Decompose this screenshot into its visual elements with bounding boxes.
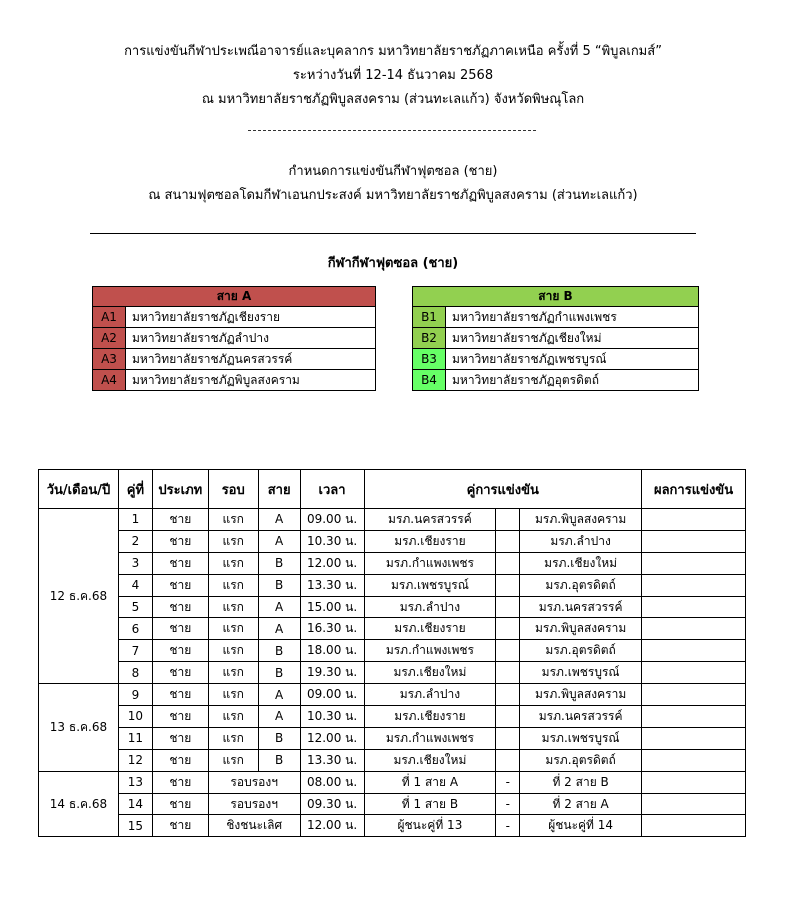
team-row <box>93 370 376 391</box>
match-round: แรก <box>208 574 258 596</box>
match-type: ชาย <box>152 552 208 574</box>
team-row <box>413 370 699 391</box>
team-name: มหาวิทยาลัยราชภัฏเชียงใหม่ <box>446 328 699 349</box>
versus-separator <box>496 640 520 662</box>
home-team: ที่ 1 สาย A <box>364 771 496 793</box>
match-result <box>642 727 746 749</box>
match-round: แรก <box>208 509 258 531</box>
team-code: A4 <box>93 370 126 391</box>
doc-title: การแข่งขันกีฬาประเพณีอาจารย์และบุคลากร มหาวิทยาลัยราชภัฏภาคเหนือ ครั้งที่ 5 “พิบูลเกมส์” <box>124 44 662 59</box>
match-group: B <box>258 552 300 574</box>
away-team: มรภ.พิบูลสงคราม <box>520 684 642 706</box>
versus-separator <box>496 574 520 596</box>
match-time: 15.00 น. <box>300 596 364 618</box>
match-time: 19.30 น. <box>300 662 364 684</box>
versus-separator <box>496 509 520 531</box>
match-result <box>642 793 746 815</box>
match-result <box>642 530 746 552</box>
match-number: 4 <box>118 574 152 596</box>
away-team: มรภ.เพชรบูรณ์ <box>520 662 642 684</box>
match-type: ชาย <box>152 618 208 640</box>
match-round: รอบรองฯ <box>208 793 300 815</box>
versus-separator <box>496 618 520 640</box>
match-time: 09.00 น. <box>300 509 364 531</box>
home-team: มรภ.ลำปาง <box>364 684 496 706</box>
match-type: ชาย <box>152 749 208 771</box>
match-round: ชิงชนะเลิศ <box>208 815 300 837</box>
col-type: ประเภท <box>152 470 208 509</box>
versus-separator <box>496 684 520 706</box>
team-name: มหาวิทยาลัยราชภัฏลำปาง <box>126 328 376 349</box>
match-time: 16.30 น. <box>300 618 364 640</box>
match-group: A <box>258 530 300 552</box>
col-time: เวลา <box>300 470 364 509</box>
doc-date-range: ระหว่างวันที่ 12-14 ธันวาคม 2568 <box>292 68 494 83</box>
versus-separator <box>496 530 520 552</box>
match-type: ชาย <box>152 574 208 596</box>
home-team: มรภ.กำแพงเพชร <box>364 552 496 574</box>
home-team: มรภ.นครสวรรค์ <box>364 509 496 531</box>
table-row <box>39 749 746 771</box>
col-group: สาย <box>258 470 300 509</box>
away-team: มรภ.เชียงใหม่ <box>520 552 642 574</box>
match-number: 11 <box>118 727 152 749</box>
versus-separator <box>496 662 520 684</box>
match-time: 13.30 น. <box>300 574 364 596</box>
match-group: A <box>258 596 300 618</box>
team-code: B2 <box>413 328 446 349</box>
match-type: ชาย <box>152 596 208 618</box>
home-team: มรภ.กำแพงเพชร <box>364 640 496 662</box>
team-row <box>93 307 376 328</box>
match-type: ชาย <box>152 684 208 706</box>
match-round: แรก <box>208 596 258 618</box>
match-time: 12.00 น. <box>300 727 364 749</box>
versus-separator <box>496 706 520 728</box>
match-type: ชาย <box>152 771 208 793</box>
match-number: 12 <box>118 749 152 771</box>
group-a-table <box>92 286 376 391</box>
dotted-divider <box>248 130 536 131</box>
table-row <box>39 684 746 706</box>
match-group: B <box>258 640 300 662</box>
team-row <box>413 328 699 349</box>
table-row <box>39 640 746 662</box>
away-team: มรภ.เพชรบูรณ์ <box>520 727 642 749</box>
schedule-table <box>38 469 746 837</box>
match-group: B <box>258 662 300 684</box>
match-group: B <box>258 749 300 771</box>
away-team: มรภ.อุตรดิตถ์ <box>520 574 642 596</box>
match-group: A <box>258 509 300 531</box>
away-team: มรภ.พิบูลสงคราม <box>520 618 642 640</box>
away-team: มรภ.พิบูลสงคราม <box>520 509 642 531</box>
home-team: มรภ.เชียงราย <box>364 530 496 552</box>
match-type: ชาย <box>152 793 208 815</box>
table-row <box>39 618 746 640</box>
match-round: แรก <box>208 640 258 662</box>
versus-separator <box>496 749 520 771</box>
group-b-title: สาย B <box>413 287 699 307</box>
away-team: มรภ.ลำปาง <box>520 530 642 552</box>
match-result <box>642 662 746 684</box>
home-team: มรภ.เพชรบูรณ์ <box>364 574 496 596</box>
col-date: วัน/เดือน/ปี <box>39 470 119 509</box>
match-result <box>642 815 746 837</box>
match-number: 15 <box>118 815 152 837</box>
home-team: มรภ.เชียงราย <box>364 618 496 640</box>
match-number: 2 <box>118 530 152 552</box>
horizontal-rule <box>90 233 696 234</box>
match-result <box>642 640 746 662</box>
home-team: มรภ.กำแพงเพชร <box>364 727 496 749</box>
col-matchup: คู่การแข่งขัน <box>364 470 642 509</box>
versus-separator <box>496 596 520 618</box>
table-row <box>39 509 746 531</box>
team-code: B4 <box>413 370 446 391</box>
section-subtitle: กีฬากีฬาฟุตซอล (ชาย) <box>327 256 459 271</box>
match-round: แรก <box>208 662 258 684</box>
match-time: 10.30 น. <box>300 706 364 728</box>
team-name: มหาวิทยาลัยราชภัฏเพชรบูรณ์ <box>446 349 699 370</box>
away-team: ผู้ชนะคู่ที่ 14 <box>520 815 642 837</box>
match-round: รอบรองฯ <box>208 771 300 793</box>
match-result <box>642 706 746 728</box>
col-round: รอบ <box>208 470 258 509</box>
match-number: 8 <box>118 662 152 684</box>
table-row <box>39 662 746 684</box>
team-row <box>413 307 699 328</box>
match-number: 9 <box>118 684 152 706</box>
home-team: มรภ.เชียงราย <box>364 706 496 728</box>
team-row <box>93 349 376 370</box>
match-time: 13.30 น. <box>300 749 364 771</box>
team-code: A1 <box>93 307 126 328</box>
versus-separator <box>496 552 520 574</box>
team-row <box>413 349 699 370</box>
match-type: ชาย <box>152 706 208 728</box>
match-result <box>642 552 746 574</box>
match-round: แรก <box>208 618 258 640</box>
schedule-title: กำหนดการแข่งขันกีฬาฟุตซอล (ชาย) <box>288 164 498 179</box>
match-group: A <box>258 684 300 706</box>
match-number: 3 <box>118 552 152 574</box>
match-number: 10 <box>118 706 152 728</box>
team-code: B1 <box>413 307 446 328</box>
col-match-no: คู่ที่ <box>118 470 152 509</box>
away-team: มรภ.นครสวรรค์ <box>520 596 642 618</box>
table-row <box>39 574 746 596</box>
match-round: แรก <box>208 727 258 749</box>
match-result <box>642 509 746 531</box>
away-team: มรภ.อุตรดิตถ์ <box>520 640 642 662</box>
doc-venue: ณ มหาวิทยาลัยราชภัฏพิบูลสงคราม (ส่วนทะเลแก้ว) จังหวัดพิษณุโลก <box>201 92 585 107</box>
team-row <box>93 328 376 349</box>
schedule-header-row <box>39 470 746 509</box>
match-result <box>642 618 746 640</box>
match-round: แรก <box>208 530 258 552</box>
match-number: 13 <box>118 771 152 793</box>
match-number: 6 <box>118 618 152 640</box>
match-result <box>642 596 746 618</box>
versus-separator: - <box>496 815 520 837</box>
match-round: แรก <box>208 706 258 728</box>
match-group: A <box>258 706 300 728</box>
match-time: 09.30 น. <box>300 793 364 815</box>
match-round: แรก <box>208 749 258 771</box>
match-time: 12.00 น. <box>300 552 364 574</box>
table-row <box>39 596 746 618</box>
team-code: A2 <box>93 328 126 349</box>
match-time: 18.00 น. <box>300 640 364 662</box>
match-number: 14 <box>118 793 152 815</box>
schedule-venue: ณ สนามฟุตซอลโดมกีฬาเอนกประสงค์ มหาวิทยาลัยราชภัฏพิบูลสงคราม (ส่วนทะเลแก้ว) <box>148 188 638 203</box>
home-team: มรภ.เชียงใหม่ <box>364 662 496 684</box>
home-team: มรภ.เชียงใหม่ <box>364 749 496 771</box>
match-type: ชาย <box>152 727 208 749</box>
team-code: A3 <box>93 349 126 370</box>
away-team: ที่ 2 สาย B <box>520 771 642 793</box>
match-round: แรก <box>208 552 258 574</box>
table-row <box>39 706 746 728</box>
match-time: 10.30 น. <box>300 530 364 552</box>
match-date: 12 ธ.ค.68 <box>39 509 119 684</box>
table-row <box>39 727 746 749</box>
match-group: A <box>258 618 300 640</box>
match-time: 08.00 น. <box>300 771 364 793</box>
team-name: มหาวิทยาลัยราชภัฏอุตรดิตถ์ <box>446 370 699 391</box>
match-group: B <box>258 727 300 749</box>
table-row <box>39 771 746 793</box>
match-result <box>642 749 746 771</box>
match-result <box>642 684 746 706</box>
team-name: มหาวิทยาลัยราชภัฏกำแพงเพชร <box>446 307 699 328</box>
match-time: 09.00 น. <box>300 684 364 706</box>
team-code: B3 <box>413 349 446 370</box>
match-type: ชาย <box>152 640 208 662</box>
col-result: ผลการแข่งขัน <box>642 470 746 509</box>
team-name: มหาวิทยาลัยราชภัฏเชียงราย <box>126 307 376 328</box>
home-team: ที่ 1 สาย B <box>364 793 496 815</box>
table-row <box>39 815 746 837</box>
team-name: มหาวิทยาลัยราชภัฏนครสวรรค์ <box>126 349 376 370</box>
away-team: ที่ 2 สาย A <box>520 793 642 815</box>
away-team: มรภ.อุตรดิตถ์ <box>520 749 642 771</box>
versus-separator <box>496 727 520 749</box>
table-row <box>39 793 746 815</box>
match-date: 13 ธ.ค.68 <box>39 684 119 772</box>
match-result <box>642 771 746 793</box>
group-a-title: สาย A <box>93 287 376 307</box>
match-type: ชาย <box>152 662 208 684</box>
team-name: มหาวิทยาลัยราชภัฏพิบูลสงคราม <box>126 370 376 391</box>
away-team: มรภ.นครสวรรค์ <box>520 706 642 728</box>
match-round: แรก <box>208 684 258 706</box>
match-number: 5 <box>118 596 152 618</box>
match-type: ชาย <box>152 509 208 531</box>
match-number: 1 <box>118 509 152 531</box>
match-type: ชาย <box>152 530 208 552</box>
match-group: B <box>258 574 300 596</box>
table-row <box>39 552 746 574</box>
match-time: 12.00 น. <box>300 815 364 837</box>
home-team: ผู้ชนะคู่ที่ 13 <box>364 815 496 837</box>
versus-separator: - <box>496 771 520 793</box>
match-number: 7 <box>118 640 152 662</box>
versus-separator: - <box>496 793 520 815</box>
match-result <box>642 574 746 596</box>
home-team: มรภ.ลำปาง <box>364 596 496 618</box>
table-row <box>39 530 746 552</box>
match-type: ชาย <box>152 815 208 837</box>
match-date: 14 ธ.ค.68 <box>39 771 119 837</box>
group-b-table <box>412 286 699 391</box>
